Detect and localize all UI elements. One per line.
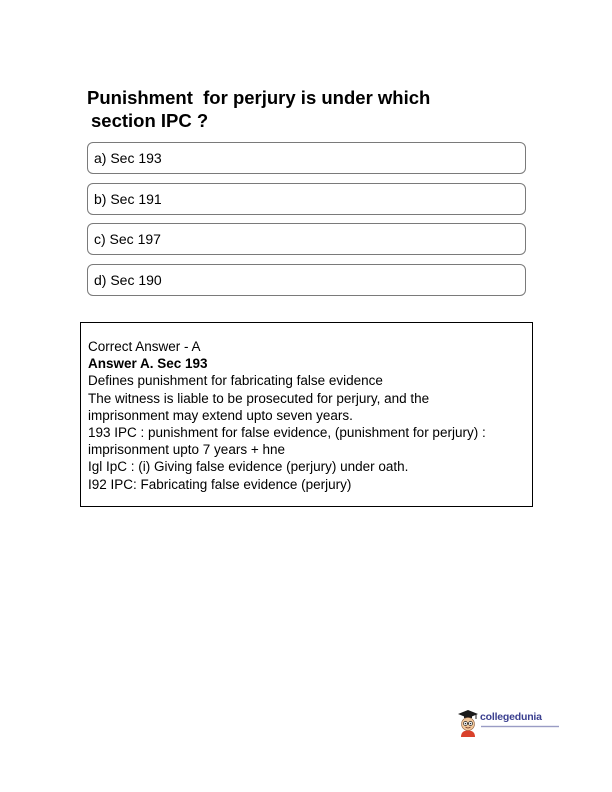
explanation-line-1: Defines punishment for fabricating false evidence [88, 373, 383, 389]
option-d[interactable]: d) Sec 190 [87, 264, 526, 296]
graduate-mascot-icon [456, 708, 480, 738]
option-c[interactable]: c) Sec 197 [87, 223, 526, 255]
logo-tagline-mark [481, 725, 561, 728]
logo-wordmark: collegedunia [480, 711, 542, 723]
explanation-line-5: imprisonment upto 7 years + hne [88, 442, 285, 458]
explanation-line-4: 193 IPC : punishment for false evidence, (punishment for perjury) : [88, 425, 486, 441]
explanation-line-2: The witness is liable to be prosecuted for perjury, and the [88, 390, 430, 406]
collegedunia-logo [456, 708, 566, 742]
option-b[interactable]: b) Sec 191 [87, 183, 526, 215]
explanation-line-6: Igl IpC : (i) Giving false evidence (perjury) under oath. [88, 459, 409, 475]
question-line-1: Punishment for perjury is under which [87, 87, 431, 108]
option-a[interactable]: a) Sec 193 [87, 142, 526, 174]
answer-explanation-box [80, 322, 533, 507]
explanation-line-3: imprisonment may extend upto seven years. [88, 407, 353, 423]
question-line-2: section IPC ? [91, 110, 209, 131]
explanation-line-7: I92 IPC: Fabricating false evidence (perjury) [88, 476, 352, 492]
options-list [87, 142, 526, 304]
correct-answer-line: Correct Answer - A [88, 339, 201, 354]
question-text [87, 86, 527, 132]
answer-heading: Answer A. Sec 193 [88, 356, 208, 372]
